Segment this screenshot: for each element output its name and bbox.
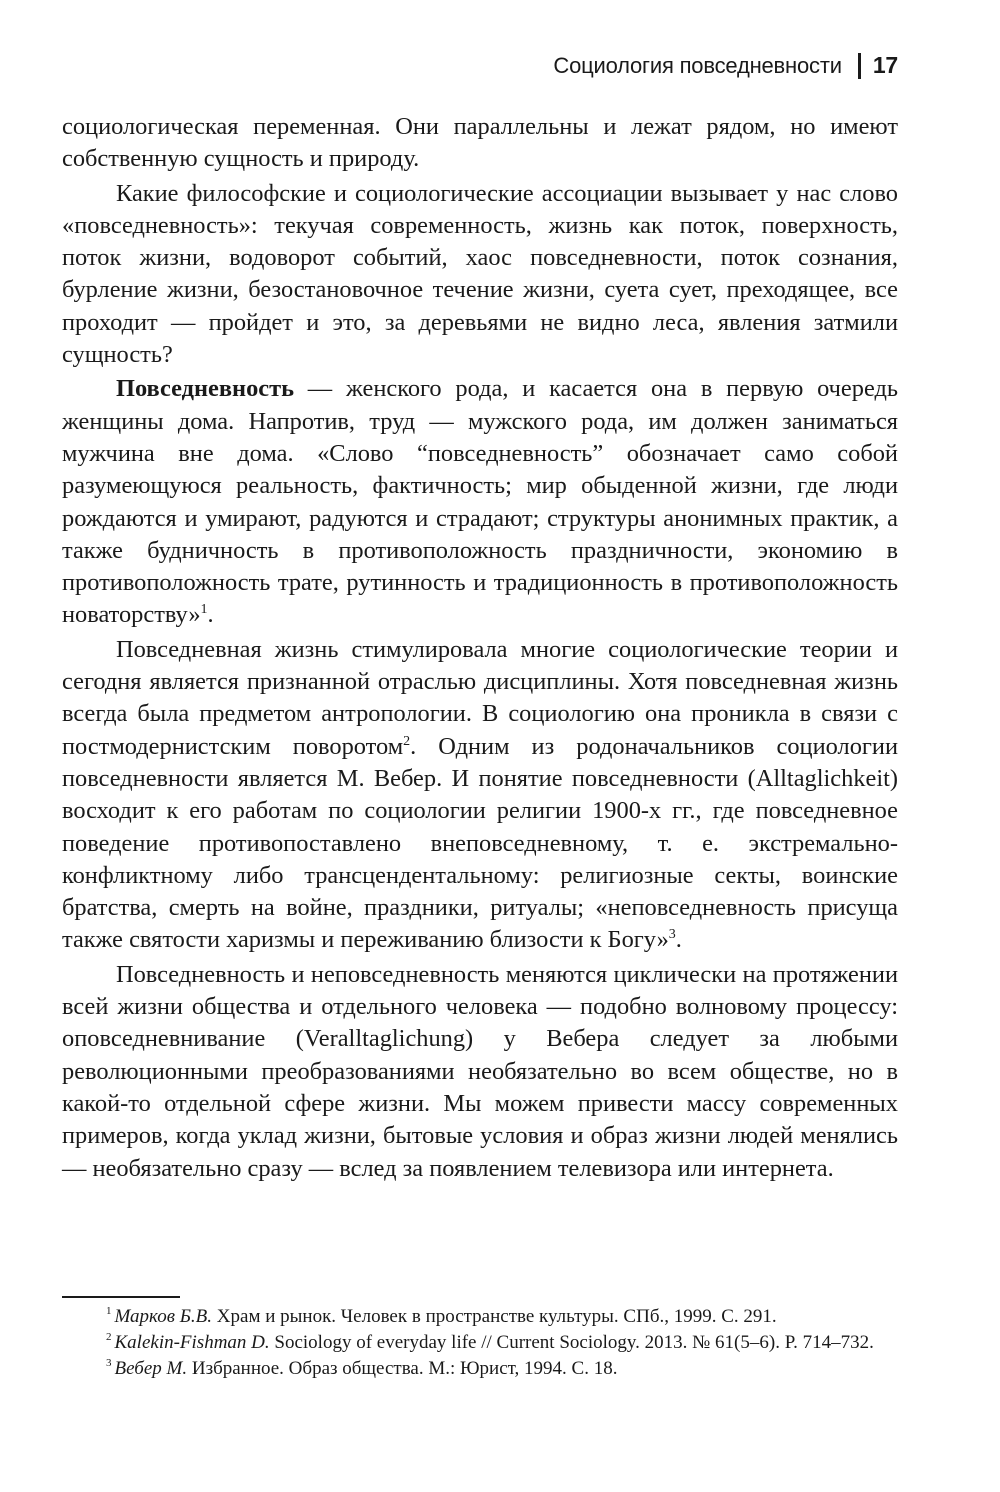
footnote-text: Sociology of everyday life // Current Sociology. 2013. № 61(5–6). P. 714–732.	[269, 1331, 874, 1353]
footnote-divider	[62, 1296, 180, 1298]
paragraph-3-text: — женского рода, и касается она в первую очередь женщины дома. Напротив, труд — мужского рода, им должен заниматься мужчина вне дома. «Слово “повседневность” обозначает само собой разумеющуюся реальность, фактичность; мир обыденной жизни, где люди рождаются и умирают, радуются и страдают; структуры анонимных практик, а также будничность в противоположность праздничности, экономию в противоположность трате, рутинность и традиционность в противоположность новаторству»	[62, 375, 898, 629]
paragraph-1: социологическая переменная. Они параллельны и лежат рядом, но имеют собственную сущность и природу.	[62, 113, 898, 173]
paragraph-4-part-a: Повседневная жизнь стимулировала многие социологические теории и сегодня является признанной отраслью дисциплины. Хотя повседневная жизнь всегда была предметом антропологии. В социологию она проникла в связи с постмодернистским поворотом	[62, 635, 898, 760]
footnote-author: Марков Б.В.	[114, 1305, 213, 1327]
paragraph-3-end: .	[207, 601, 214, 629]
footnote-2	[62, 1330, 898, 1356]
paragraph-4	[62, 634, 898, 957]
paragraph-5: Повседневность и неповседневность меняются циклически на протяжении всей жизни общества и отдельного человека — подобно волновому процессу: оповседневнивание (Veralltaglichung) у Вебера следует за любыми революционными преобразованиями необязательно во всем обществе, но в какой-то отдельной сфере жизни. Мы можем привести массу современных примеров, когда уклад жизни, бытовые условия и образ жизни людей менялись — необязательно сразу — вслед за появлением телевизора или интернета.	[62, 960, 898, 1182]
footnote-ref-3[interactable]: 3	[668, 927, 676, 943]
footnotes	[62, 1296, 898, 1382]
page-number: 17	[872, 52, 898, 78]
paragraph-4-part-b: . Одним из родоначальников социологии повседневности является М. Вебер. И понятие повседневности (Alltaglichkeit) восходит к его работам по социологии религии 1900-х гг., где повседневное поведение противопоставлено внеповседневному, т. е. экстремально-конфликтному либо трансцендентальному: религиозные секты, воинские братства, смерть на войне, праздники, ритуалы; «неповседневность присуща также святости харизмы и переживанию близости к Богу»	[62, 732, 899, 954]
footnote-author: Вебер М.	[114, 1357, 188, 1379]
footnote-author: Kalekin-Fishman D.	[114, 1331, 270, 1353]
footnote-ref-1[interactable]: 1	[200, 602, 208, 618]
footnote-number: 3	[106, 1357, 112, 1370]
footnote-number: 1	[106, 1305, 112, 1318]
term-povsednevnost: Повседневность	[116, 375, 294, 403]
footnote-3	[62, 1356, 898, 1382]
paragraph-4-end: .	[675, 926, 682, 954]
footnote-text: Храм и рынок. Человек в пространстве культуры. СПб., 1999. С. 291.	[212, 1305, 777, 1327]
footnote-number: 2	[106, 1331, 112, 1344]
running-header	[553, 52, 898, 79]
running-title: Социология повседневности	[553, 52, 842, 78]
book-page	[62, 0, 898, 1492]
main-text	[62, 111, 898, 1185]
header-separator	[858, 53, 861, 79]
paragraph-2: Какие философские и социологические ассоциации вызывает у нас слово «повседневность»: текучая современность, жизнь как поток, поверхность, поток жизни, водоворот событий, хаос повседневности, поток сознания, бурление жизни, безостановочное течение жизни, суета сует, преходящее, все проходит — пройдет и это, за деревьями не видно леса, явления затмили сущность?	[62, 179, 898, 369]
footnote-ref-2[interactable]: 2	[403, 733, 411, 749]
footnote-1	[62, 1304, 898, 1330]
paragraph-3	[62, 373, 898, 631]
footnote-text: Избранное. Образ общества. М.: Юрист, 1994. С. 18.	[187, 1357, 618, 1379]
